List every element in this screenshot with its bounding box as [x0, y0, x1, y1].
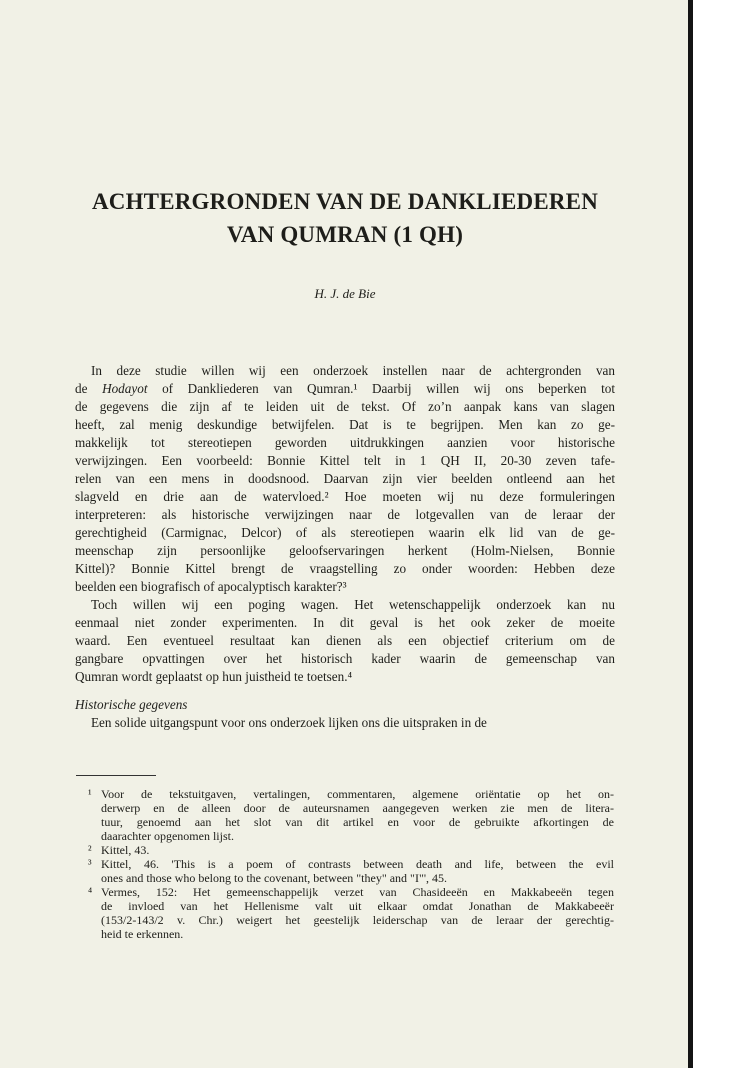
body-line: gangbare opvattingen over het historisch kader waarin de gemeenschap van — [75, 651, 615, 666]
scan-margin — [693, 0, 738, 1068]
body-line: eenmaal niet zonder experimenten. In dit geval is het ook zeker de moeite — [75, 615, 615, 630]
footnote-1-line — [88, 787, 614, 801]
body-line: Een solide uitgangspunt voor ons onderzoek lijken ons die uitspraken in de — [91, 715, 487, 730]
body-line: heeft, zal menig deskundige betwijfelen. Dat is te begrijpen. Men kan zo ge- — [75, 417, 615, 432]
article-title-line-1: ACHTERGRONDEN VAN DE DANKLIEDEREN — [91, 189, 599, 214]
footnote-number: ³ — [88, 857, 92, 871]
body-line: Qumran wordt geplaatst op hun juistheid te toetsen.⁴ — [75, 669, 353, 684]
footnote-text: Vermes, 152: Het gemeenschappelijk verzet van Chasideeën en Makkabeeën tegen — [101, 885, 614, 899]
footnote-4-line: de invloed van het Hellenisme valt uit elkaar omdat Jonathan de Makkabeeër — [101, 899, 614, 913]
body-line: makkelijk tot stereotiepen geworden uitdrukkingen aanzien voor historische — [75, 435, 615, 450]
body-line: de gegevens die zijn af te leiden uit de tekst. Of zo’n aanpak kans van slagen — [75, 399, 615, 414]
footnote-number: ¹ — [88, 787, 92, 801]
body-line: verwijzingen. Een voorbeeld: Bonnie Kittel telt in 1 QH II, 20-30 zeven tafe- — [75, 453, 615, 468]
footnote-rule — [76, 775, 156, 776]
footnote-4-line: (153/2-143/2 v. Chr.) weigert het geestelijk leiderschap van de leraar der gerechtig- — [101, 913, 614, 927]
footnote-1-line: tuur, genoemd aan het slot van dit artikel en voor de gebruikte afkortingen de — [101, 815, 614, 829]
body-line: meenschap zijn persoonlijke geloofservaringen herkent (Holm-Nielsen, Bonnie — [75, 543, 615, 558]
footnote-3-line — [88, 857, 614, 871]
body-line: interpreteren: als historische verwijzingen naar de lotgevallen van de leraar der — [75, 507, 615, 522]
footnote-3-line: ones and those who belong to the covenant, between "they" and "I"', 45. — [101, 871, 448, 885]
body-line: slagveld en drie aan de watervloed.² Hoe moeten wij nu deze formuleringen — [75, 489, 615, 504]
body-line: beelden een biografisch of apocalyptisch karakter?³ — [75, 579, 347, 594]
footnote-number: ⁴ — [88, 885, 93, 899]
body-line: gerechtigheid (Carmignac, Delcor) of als stereotiepen waarin elk lid van de ge- — [75, 525, 615, 540]
body-line: In deze studie willen wij een onderzoek instellen naar de achtergronden van — [91, 363, 615, 378]
footnote-4-line: heid te erkennen. — [101, 927, 184, 941]
footnote-text: Voor de tekstuitgaven, vertalingen, commentaren, algemene oriëntatie op het on- — [101, 787, 614, 801]
footnote-4-line — [88, 885, 614, 899]
body-line: Toch willen wij een poging wagen. Het wetenschappelijk onderzoek kan nu — [91, 597, 615, 612]
body-line: Kittel)? Bonnie Kittel brengt de vraagstelling zo onder woorden: Hebben deze — [75, 561, 615, 576]
footnote-1-line: derwerp en de alleen door de auteursnamen aangegeven werken zie men de litera- — [101, 801, 614, 815]
author-byline: H. J. de Bie — [314, 286, 376, 301]
body-line: waard. Een eventueel resultaat kan dienen als een objectief criterium om de — [75, 633, 615, 648]
article-title-line-2: VAN QUMRAN (1 QH) — [226, 222, 464, 247]
body-line: relen van een mens in doodsnood. Daarvan zijn vier beelden ontleend aan het — [75, 471, 615, 486]
footnote-text: Kittel, 43. — [101, 843, 150, 857]
footnote-2-line — [88, 843, 614, 857]
footnote-number: ² — [88, 843, 92, 857]
footnote-text: Kittel, 46. 'This is a poem of contrasts between death and life, between the evil — [101, 857, 614, 871]
section-heading: Historische gegevens — [75, 697, 188, 712]
body-line: de Hodayot of Dankliederen van Qumran.¹ Daarbij willen wij ons beperken tot — [75, 381, 615, 396]
footnote-1-line: daarachter opgenomen lijst. — [101, 829, 234, 843]
